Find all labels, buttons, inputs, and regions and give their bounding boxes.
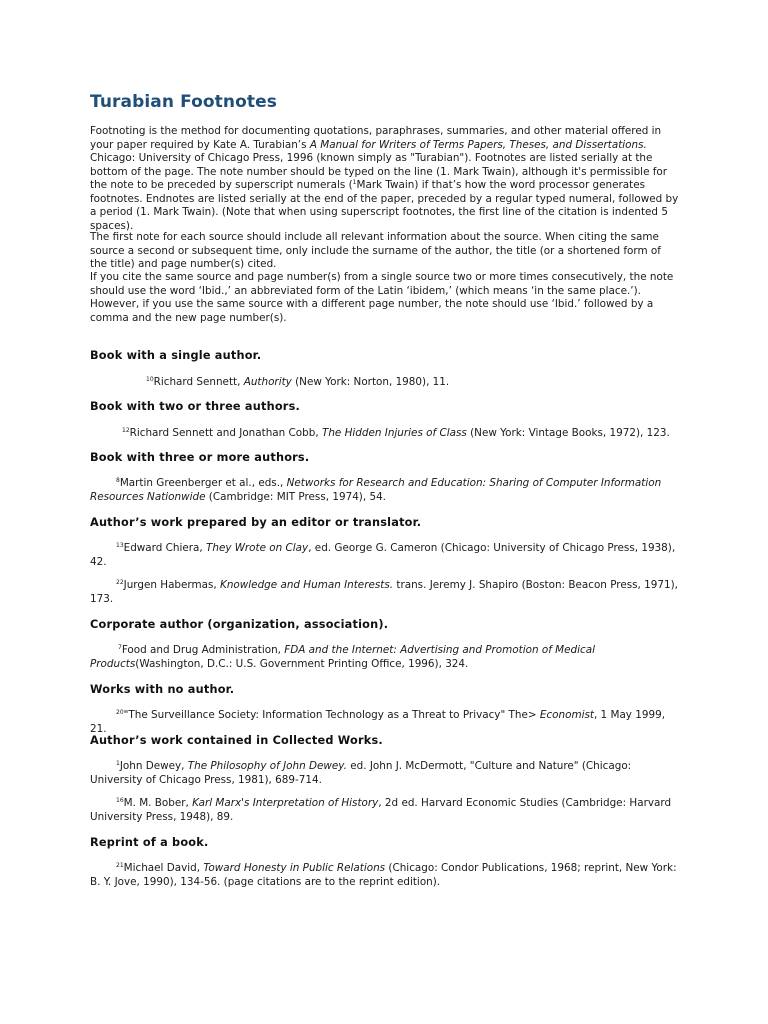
section-heading-corporate-author: Corporate author (organization, association). (90, 618, 389, 631)
citation-title: They Wrote on Clay (206, 542, 309, 554)
footnote-number: 1 (116, 760, 120, 767)
footnote-bober (90, 797, 680, 824)
footnote-number: 8 (116, 477, 120, 484)
footnote-chiera (90, 542, 680, 569)
intro-text: Chicago: University of Chicago Press, 1996 (known simply as "Turabian"). Footnotes are listed serially at the bottom of the page. The note number should be typed on the line (1. Mark Twain), although it's permissible for the note to be preceded by superscript numerals ( (90, 152, 668, 191)
footnote-sennett-cobb (90, 427, 680, 441)
citation-text: M. M. Bober, (123, 797, 193, 809)
footnote-number: 13 (116, 542, 124, 549)
citation-text: Martin Greenberger et al., eds., (119, 477, 287, 489)
section-heading-collected-works: Author’s work contained in Collected Works. (90, 734, 383, 747)
citation-text: Edward Chiera, (123, 542, 207, 554)
footnote-david (90, 862, 680, 889)
footnote-habermas (90, 579, 680, 606)
footnote-number: 7 (118, 644, 122, 651)
citation-text: Richard Sennett, (153, 376, 244, 388)
citation-text: Food and Drug Administration, (121, 644, 285, 656)
citation-text: John Dewey, (119, 760, 188, 772)
section-heading-single-author: Book with a single author. (90, 349, 262, 362)
footnote-sennett-authority (90, 376, 680, 390)
footnote-number: 20 (116, 709, 124, 716)
section-heading-three-or-more-authors: Book with three or more authors. (90, 451, 310, 464)
citation-text: Michael David, (123, 862, 204, 874)
citation-title: The Hidden Injuries of Class (321, 427, 467, 439)
footnote-dewey (90, 760, 680, 787)
footnote-fda (90, 644, 680, 671)
citation-text: , 1 May 1999, 21. (90, 709, 666, 735)
citation-title: Karl Marx's Interpretation of History (192, 797, 379, 809)
citation-text: (New York: Norton, 1980), 11. (291, 376, 450, 388)
manual-title: A Manual for Writers of Terms Papers, Theses, and Dissertations. (309, 138, 647, 151)
intro-paragraph-2: The first note for each source should include all relevant information about the source. When citing the same source a second or subsequent time, only include the surname of the author, the title (or a shortened form of the title) and page number(s) cited. (90, 231, 661, 270)
citation-title: Economist (539, 709, 594, 721)
citation-text: (Cambridge: MIT Press, 1974), 54. (205, 490, 386, 503)
section-heading-no-author: Works with no author. (90, 683, 235, 696)
citation-text: , 2d ed. Harvard Economic Studies (Cambridge: Harvard University Press, 1948), 89. (90, 797, 672, 823)
citation-title: Authority (243, 376, 292, 388)
superscript-example: 1 (352, 179, 357, 186)
citation-text: (New York: Vintage Books, 1972), 123. (466, 427, 670, 439)
citation-text: ed. John J. McDermott, "Culture and Nature" (Chicago: University of Chicago Press, 1981), 689-714. (90, 760, 632, 786)
citation-text: trans. Jeremy J. Shapiro (Boston: Beacon Press, 1971), 173. (90, 579, 678, 605)
section-heading-reprint: Reprint of a book. (90, 836, 209, 849)
section-heading-editor-translator: Author’s work prepared by an editor or translator. (90, 516, 422, 529)
citation-title: FDA and the Internet: Advertising and Promotion of Medical Products (90, 644, 595, 670)
citation-text: (Washington, D.C.: U.S. Government Printing Office, 1996), 324. (135, 657, 469, 670)
intro-text: Footnoting is the method for documenting quotations, paraphrases, summaries, and other material offered in your paper required by Kate A. Turabian’s (90, 125, 662, 151)
intro-paragraph-3: If you cite the same source and page number(s) from a single source two or more times consecutively, the note should use the word ‘Ibid.,’ an abbreviated form of the Latin ‘ibidem,’ (which means ‘in the same place.’). However, if you use the same source with a different page number, the note should use ‘Ibid.’ followed by a comma and the new page number(s). (90, 271, 674, 324)
footnote-number: 16 (116, 797, 124, 804)
footnote-number: 21 (116, 862, 124, 869)
citation-text: , ed. George G. Cameron (Chicago: University of Chicago Press, 1938), 42. (90, 542, 676, 568)
citation-title: Toward Honesty in Public Relations (203, 862, 386, 874)
footnote-number: 10 (146, 376, 154, 383)
footnote-surveillance-society (90, 709, 680, 736)
footnote-greenberger (90, 477, 680, 504)
footnote-number: 12 (122, 427, 130, 434)
citation-text: Richard Sennett and Jonathan Cobb, (129, 427, 322, 439)
footnote-number: 22 (116, 579, 124, 586)
section-heading-two-authors: Book with two or three authors. (90, 400, 300, 413)
citation-text: (Chicago: Condor Publications, 1968; reprint, New York: B. Y. Jove, 1990), 134-56. (page citations are to the reprint edition). (90, 862, 677, 888)
intro-paragraph-1 (90, 125, 680, 233)
citation-title: The Philosophy of John Dewey. (187, 760, 347, 772)
page-title: Turabian Footnotes (90, 92, 277, 112)
intro-text: Mark Twain) if that’s how the word processor generates footnotes. Endnotes are listed serially at the end of the paper, preceded by a regular typed numeral, followed by a period (1. Mark Twain). (Note that when using superscript footnotes, the first line of the citation is indented 5 spaces). (90, 179, 679, 232)
citation-text: Jurgen Habermas, (123, 579, 221, 591)
citation-text: "The Surveillance Society: Information Technology as a Threat to Privacy" The> (123, 709, 540, 721)
citation-title: Knowledge and Human Interests. (220, 579, 394, 591)
citation-title: Networks for Research and Education: Sharing of Computer Information Resources Nationwide (90, 477, 662, 503)
